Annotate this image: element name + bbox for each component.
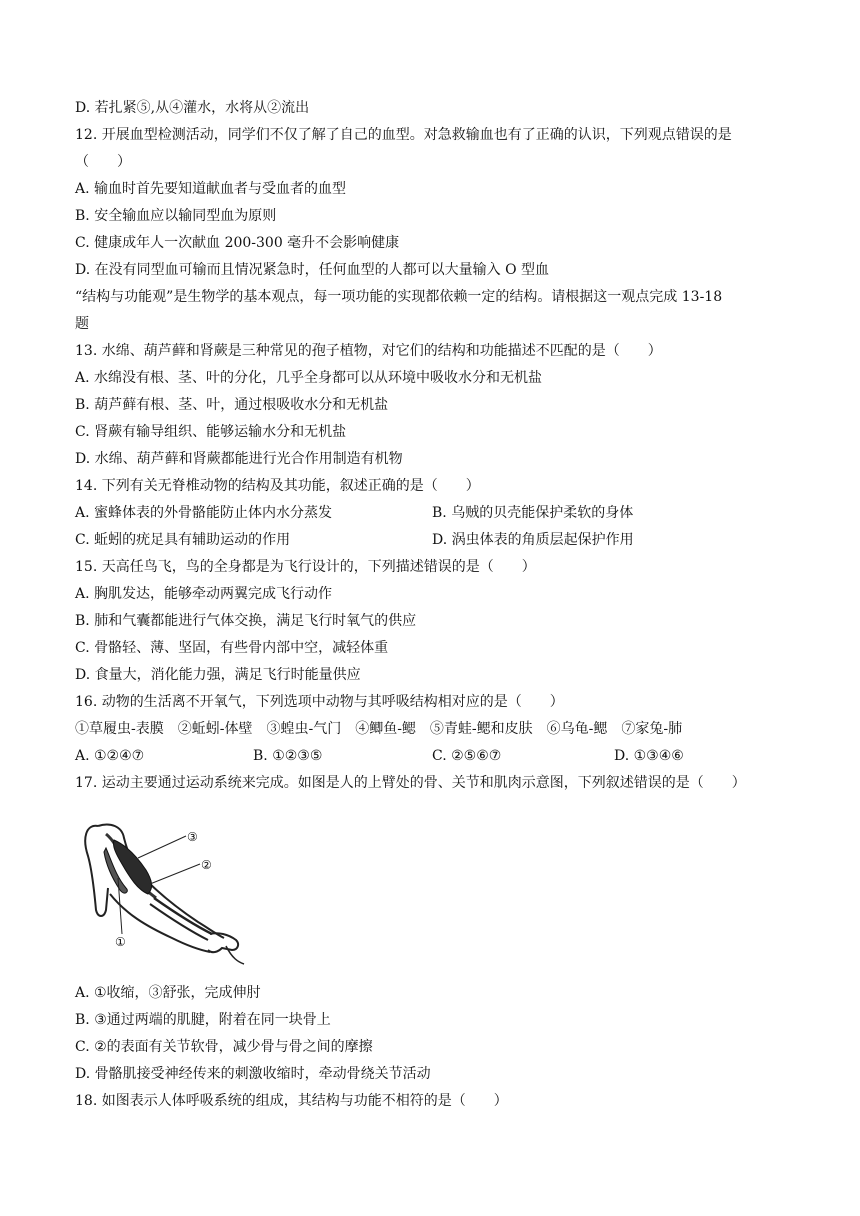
q16-option-b: B. ①②③⑤ [253, 748, 323, 764]
q16-option-d: D. ①③④⑥ [614, 748, 684, 764]
q16-items: ①草履虫-表膜 ②蚯蚓-体壁 ③蝗虫-气门 ④鲫鱼-鳃 ⑤青蛙-鳃和皮肤 ⑥乌龟-鳃 ⑦家兔-肺 [75, 721, 683, 737]
q17-option-c: C. ②的表面有关节软骨，减少骨与骨之间的摩擦 [75, 1039, 373, 1055]
q15-stem: 15. 天高任鸟飞，鸟的全身都是为飞行设计的，下列描述错误的是（ ） [75, 559, 536, 575]
label-2: ② [201, 858, 212, 872]
q13-stem: 13. 水绵、葫芦藓和肾蕨是三种常见的孢子植物，对它们的结构和功能描述不匹配的是（ ） [75, 343, 662, 359]
q16-option-a: A. ①②④⑦ [75, 748, 145, 764]
q15-option-a: A. 胸肌发达，能够牵动两翼完成飞行动作 [75, 586, 333, 602]
q14-stem: 14. 下列有关无脊椎动物的结构及其功能，叙述正确的是（ ） [75, 478, 480, 494]
arm-muscle-figure [76, 818, 246, 968]
q13-option-d: D. 水绵、葫芦藓和肾蕨都能进行光合作用制造有机物 [75, 451, 403, 467]
q15-option-b: B. 肺和气囊都能进行气体交换，满足飞行时氧气的供应 [75, 613, 417, 629]
section-intro: “结构与功能观”是生物学的基本观点，每一项功能的实现都依赖一定的结构。请根据这一观点完成 13-18 [75, 289, 723, 305]
q12-option-b: B. 安全输血应以输同型血为原则 [75, 208, 277, 224]
q12-option-a: A. 输血时首先要知道献血者与受血者的血型 [75, 181, 347, 197]
q15-option-d: D. 食量大，消化能力强，满足飞行时能量供应 [75, 667, 361, 683]
section-intro-cont: 题 [75, 316, 89, 332]
q16-option-c: C. ②⑤⑥⑦ [432, 748, 502, 764]
q12-stem: 12. 开展血型检测活动，同学们不仅了解了自己的血型。对急救输血也有了正确的认识，下列观点错误的是 [75, 127, 732, 143]
q17-option-a: A. ①收缩，③舒张，完成伸肘 [75, 985, 261, 1001]
q13-option-a: A. 水绵没有根、茎、叶的分化，几乎全身都可以从环境中吸收水分和无机盐 [75, 370, 543, 386]
label-3: ③ [187, 830, 198, 844]
q14-option-b: B. 乌贼的贝壳能保护柔软的身体 [432, 505, 634, 521]
q16-stem: 16. 动物的生活离不开氧气，下列选项中动物与其呼吸结构相对应的是（ ） [75, 694, 564, 710]
q12-option-c: C. 健康成年人一次献血 200-300 毫升不会影响健康 [75, 235, 400, 251]
arm-diagram-image [76, 818, 246, 968]
q18-stem: 18. 如图表示人体呼吸系统的组成，其结构与功能不相符的是（ ） [75, 1093, 508, 1109]
q14-option-a: A. 蜜蜂体表的外骨骼能防止体内水分蒸发 [75, 505, 333, 521]
label-1: ① [115, 935, 126, 949]
q14-option-c: C. 蚯蚓的疣足具有辅助运动的作用 [75, 532, 291, 548]
q12-option-d: D. 在没有同型血可输而且情况紧急时，任何血型的人都可以大量输入 O 型血 [75, 262, 550, 278]
q13-option-c: C. 肾蕨有输导组织、能够运输水分和无机盐 [75, 424, 347, 440]
q17-stem: 17. 运动主要通过运动系统来完成。如图是人的上臂处的骨、关节和肌肉示意图，下列叙述错误的是（ ） [75, 775, 746, 791]
q11-option-d: D. 若扎紧⑤,从④灌水，水将从②流出 [75, 100, 310, 116]
q14-option-d: D. 涡虫体表的角质层起保护作用 [432, 532, 634, 548]
q12-answer-blank: （ ） [75, 154, 131, 170]
q17-option-d: D. 骨骼肌接受神经传来的刺激收缩时，牵动骨绕关节活动 [75, 1066, 431, 1082]
q15-option-c: C. 骨骼轻、薄、坚固，有些骨内部中空，减轻体重 [75, 640, 389, 656]
q17-option-b: B. ③通过两端的肌腱，附着在同一块骨上 [75, 1012, 331, 1028]
q13-option-b: B. 葫芦藓有根、茎、叶，通过根吸收水分和无机盐 [75, 397, 389, 413]
